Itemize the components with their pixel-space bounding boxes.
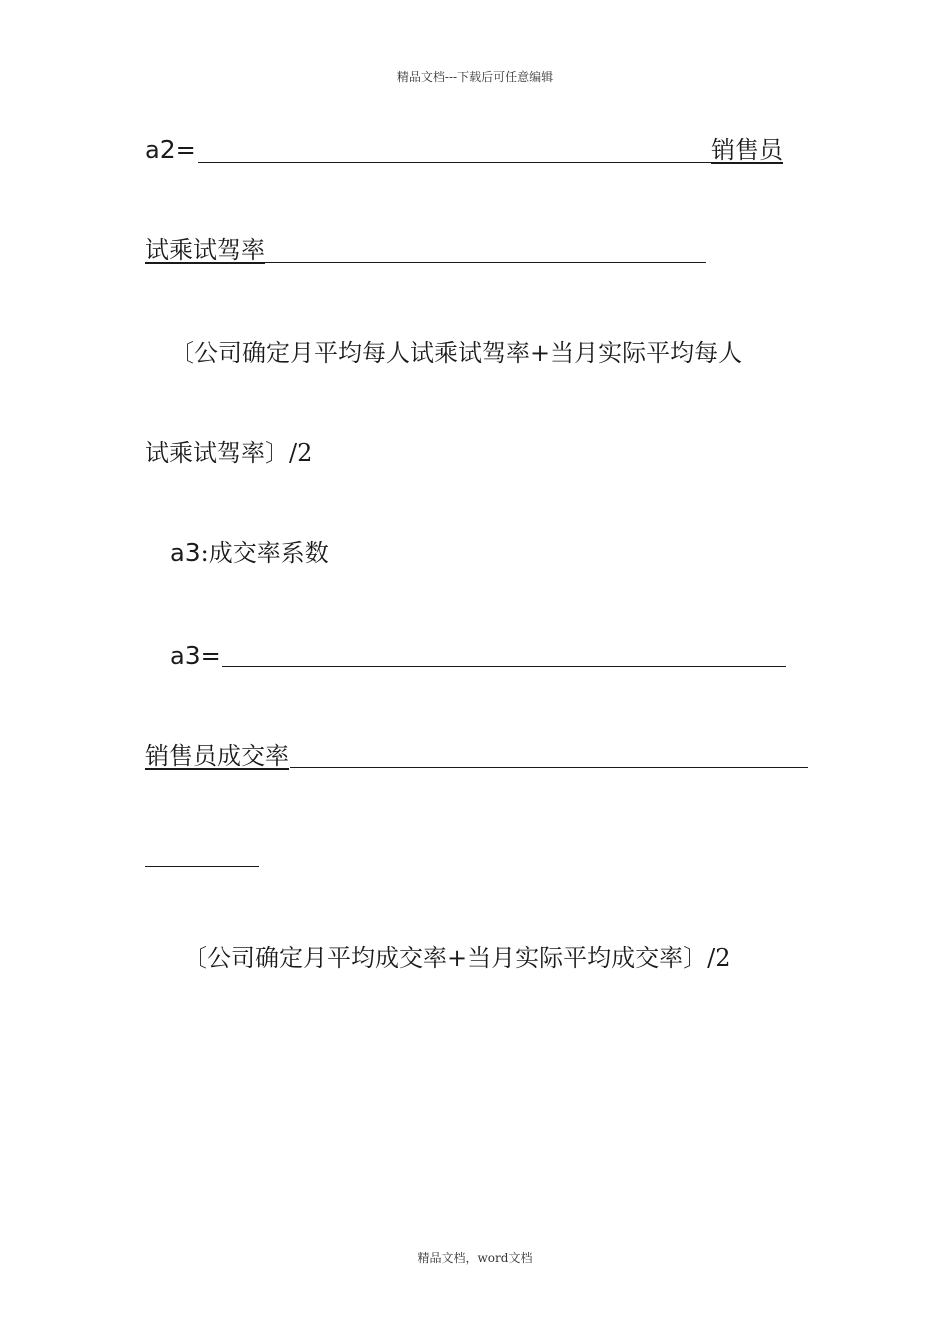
a3-title: :成交率系数: [200, 539, 329, 567]
closing-rate-label: 销售员成交率: [145, 742, 289, 770]
a3b-prefix: a: [170, 642, 185, 670]
a3b-number: 3: [184, 641, 201, 670]
a2-number: 2: [159, 135, 176, 164]
test-drive-rate-rule: [265, 262, 706, 263]
a3-formula-text: 〔公司确定月平均成交率+当月实际平均成交率〕/2: [183, 944, 731, 972]
a3-blank-rule: [222, 666, 786, 667]
a2-formula-numerator: 〔公司确定月平均每人试乘试驾率+当月实际平均每人: [170, 339, 743, 367]
page-header: 精品文档---下载后可任意编辑: [396, 70, 554, 84]
formula-a2-label: [145, 135, 196, 165]
closing-rate-rule: [290, 767, 808, 768]
a3-prefix: a: [170, 539, 185, 567]
formula-a3-label: [170, 641, 221, 671]
a2-blank-rule: [198, 162, 711, 163]
a2-tail-text: 销售员: [711, 136, 783, 164]
short-blank-rule: [145, 866, 259, 867]
a3-heading: [170, 538, 329, 568]
a3-number: 3: [184, 538, 201, 567]
a3b-equals: =: [200, 642, 221, 670]
test-drive-rate-label: 试乘试驾率: [145, 236, 265, 264]
a2-prefix: a: [145, 136, 160, 164]
a2-formula-continuation: 试乘试驾率〕/2: [145, 439, 313, 467]
a2-equals: =: [175, 136, 196, 164]
page-footer: 精品文档，word文档: [417, 1251, 533, 1265]
